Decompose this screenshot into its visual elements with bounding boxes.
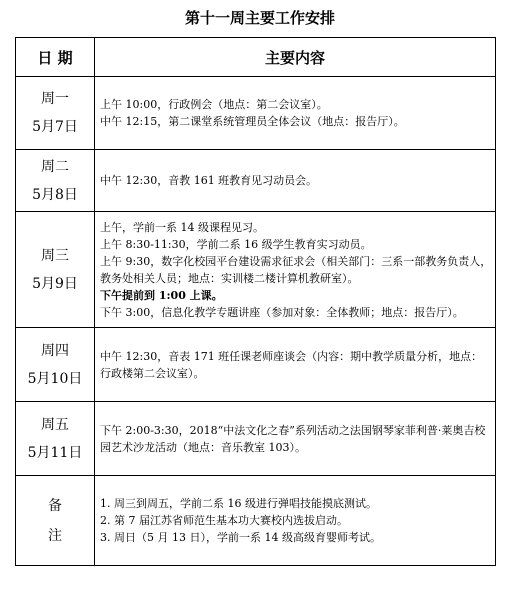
schedule-item: 中午 12:15，第二课堂系统管理员全体会议（地点：报告厅）。 <box>100 115 405 128</box>
schedule-item: 中午 12:30，音教 161 班教育见习动员会。 <box>100 174 318 187</box>
content-cell <box>95 328 496 402</box>
date-label: 5月10日 <box>27 370 83 387</box>
day-cell <box>16 328 95 402</box>
table-row-notes <box>16 476 496 566</box>
note-item: 1. 周三到周五，学前二系 16 级进行弹唱技能摸底测试。 <box>100 497 377 510</box>
schedule-item: 下午 2:00-3:30，2018“中法文化之春”系列活动之法国钢琴家菲利普·莱奥吉校园艺术沙龙活动（地点：音乐教室 103）。 <box>100 423 486 454</box>
schedule-item: 上午 8:30-11:30，学前二系 16 级学生教育实习动员。 <box>100 237 372 251</box>
content-cell <box>95 150 496 212</box>
content-cell <box>95 212 496 328</box>
table-row-monday <box>16 77 496 150</box>
day-cell <box>16 150 95 212</box>
weekday-label: 周四 <box>41 342 69 359</box>
weekday-label: 周三 <box>41 247 69 264</box>
day-cell <box>16 212 95 328</box>
schedule-table <box>15 37 496 566</box>
table-row-friday <box>16 402 496 476</box>
date-label: 5月11日 <box>27 444 83 461</box>
table-header-row <box>16 38 496 77</box>
weekday-label: 周一 <box>41 91 69 107</box>
schedule-item: 下午 3:00，信息化教学专题讲座（参加对象：全体教师；地点：报告厅）。 <box>100 305 464 319</box>
page-title: 第十一周主要工作安排 <box>184 9 335 27</box>
date-label: 5月7日 <box>32 119 78 135</box>
schedule-item: 上午 9:30，数字化校园平台建设需求征求会（相关部门：三系一部教务负责人，教务处相关人员；地点：实训楼二楼计算机教研室）。 <box>100 254 492 285</box>
schedule-item-highlight: 下午提前到 1:00 上课。 <box>100 288 223 302</box>
table-row-thursday <box>16 328 496 402</box>
notes-label-top: 备 <box>48 497 62 514</box>
notes-label-bottom: 注 <box>48 527 62 544</box>
day-cell <box>16 77 95 150</box>
schedule-item: 中午 12:30，音表 171 班任课老师座谈会（内容：期中教学质量分析，地点：行政楼第二会议室）。 <box>100 349 483 380</box>
day-cell <box>16 402 95 476</box>
schedule-item: 上午 10:00，行政例会（地点：第二会议室）。 <box>100 98 328 111</box>
note-item: 3. 周日（5 月 13 日），学前一系 14 级高级育婴师考试。 <box>100 531 381 544</box>
date-label: 5月9日 <box>32 275 78 292</box>
date-label: 5月8日 <box>32 186 78 203</box>
schedule-item: 上午，学前一系 14 级课程见习。 <box>100 220 264 234</box>
content-cell <box>95 402 496 476</box>
table-row-wednesday <box>16 212 496 328</box>
weekday-label: 周五 <box>41 416 69 433</box>
notes-content-cell <box>95 476 496 566</box>
weekday-label: 周二 <box>41 158 69 175</box>
header-content: 主要内容 <box>95 38 496 77</box>
note-item: 2. 第 7 届江苏省师范生基本功大赛校内选拔启动。 <box>100 514 348 527</box>
notes-label-cell <box>16 476 95 566</box>
header-date: 日 期 <box>16 38 95 77</box>
table-row-tuesday <box>16 150 496 212</box>
content-cell <box>95 77 496 150</box>
